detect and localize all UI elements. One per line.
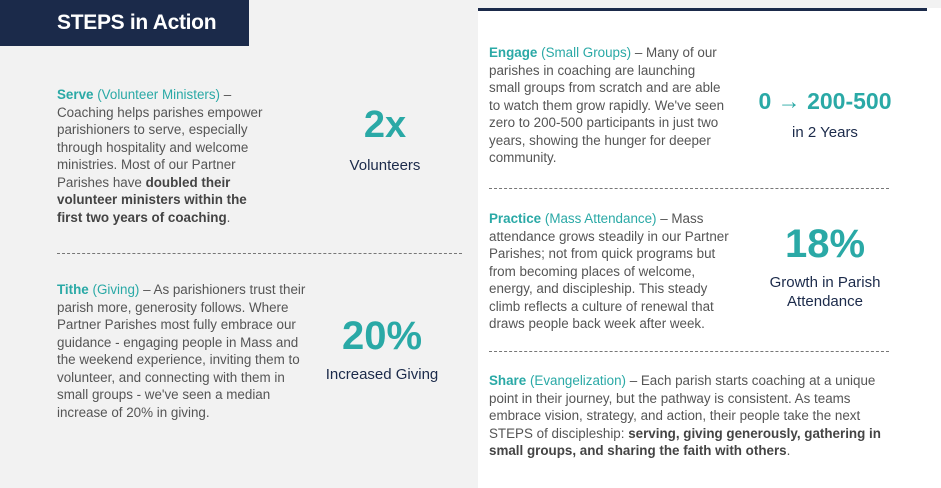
section-header	[0, 0, 249, 46]
share-paragraph	[489, 372, 889, 460]
share-paren: (Evangelization)	[529, 373, 626, 388]
practice-caption-1: Growth in Parish	[769, 274, 881, 291]
share-body: – Each parish starts coaching at a unique point in their journey, but the pathway is consistent. As teams embrace vision, strategy, and action, their people take the next STEPS of discipleship:	[489, 373, 876, 441]
serve-stat: 2x	[363, 104, 407, 146]
practice-paren: (Mass Attendance)	[544, 211, 657, 226]
serve-body: Coaching helps parishes empower parishioners to serve, especially through hospitality and welcome ministries. Most of our Partner Parishes have	[57, 104, 263, 190]
section-title: STEPS in Action	[57, 11, 217, 34]
practice-name: Practice	[489, 211, 542, 226]
serve-name: Serve	[57, 87, 94, 102]
tithe-stat: 20%	[341, 314, 423, 358]
engage-paren: (Small Groups)	[541, 45, 632, 60]
tithe-paragraph	[57, 281, 307, 421]
tithe-paren: (Giving)	[92, 282, 140, 297]
serve-end: .	[226, 209, 231, 225]
divider-right-1	[489, 188, 889, 189]
share-name: Share	[489, 373, 527, 388]
engage-caption: in 2 Years	[792, 124, 858, 141]
practice-stat: 18%	[784, 222, 866, 266]
engage-stat: 0 → 200-500	[758, 88, 892, 114]
tithe-caption: Increased Giving	[325, 366, 439, 383]
tithe-body: – As parishioners trust their parish more, generosity follows. Where Partner Parishes most fully embrace our guidance - engaging people in Mass and the weekend experience, inviting them to volunteer, and connecting with them in small groups - we've seen a median increase of 20% in giving.	[57, 282, 306, 420]
divider-left	[57, 253, 462, 254]
serve-paragraph	[57, 86, 272, 226]
share-end: .	[786, 443, 791, 458]
practice-paragraph	[489, 210, 739, 333]
serve-bold: doubled their volunteer ministers within the first two years of coaching	[57, 174, 247, 225]
tithe-name: Tithe	[57, 282, 89, 297]
serve-dash: –	[220, 87, 232, 102]
divider-right-2	[489, 351, 889, 352]
serve-paren: (Volunteer Ministers)	[97, 87, 221, 102]
practice-caption-2: Attendance	[787, 293, 863, 310]
engage-body: – Many of our parishes in coaching are launching small groups from scratch and are able to watch them grow rapidly. We've seen zero to 200-500 participants in just two years, showing the hunger for deeper community.	[489, 45, 725, 165]
engage-paragraph	[489, 44, 724, 167]
engage-name: Engage	[489, 45, 538, 60]
practice-body: – Mass attendance grows steadily in our Partner Parishes; not from quick programs but from becoming places of welcome, energy, and discipleship. This steady climb reflects a culture of renewal that draws people back week after week.	[489, 211, 729, 331]
share-bold: serving, giving generously, gathering in small groups, and sharing the faith with others	[489, 425, 881, 458]
serve-caption: Volunteers	[349, 157, 421, 174]
